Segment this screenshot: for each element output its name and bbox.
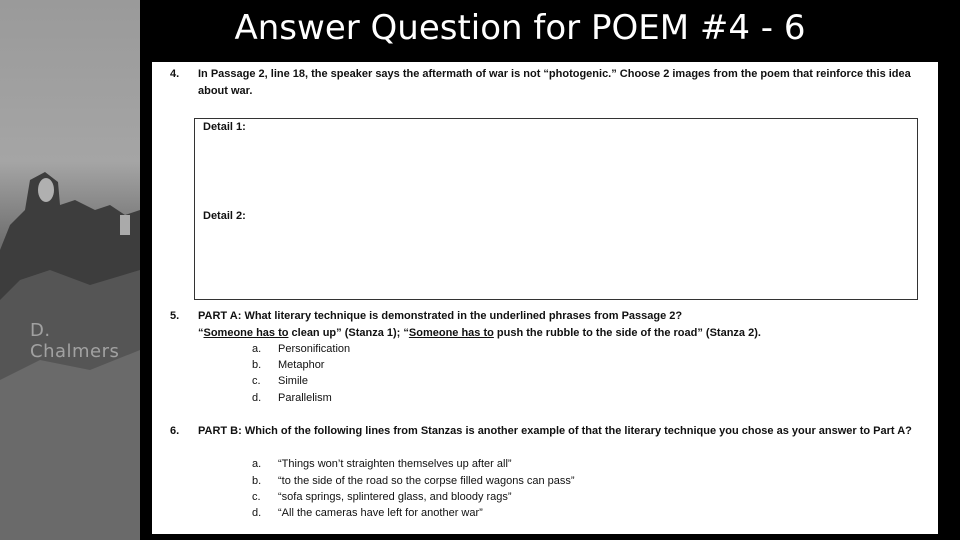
quote-text: clean up” (Stanza 1); “ [288,327,409,339]
option-text: “to the side of the road so the corpse filled wagons can pass” [278,475,575,487]
worksheet-page [152,62,938,534]
option-letter: d. [252,507,262,519]
question-prompt: PART A: What literary technique is demonstrated in the underlined phrases from Passage 2? [198,310,683,322]
background-ruins-photo [0,0,140,540]
option-text: Parallelism [278,392,332,404]
question-number: 6. [170,425,180,437]
quote-text: push the rubble to the side of the road” (Stanza 2). [493,327,761,339]
option-letter: a. [252,458,262,470]
option-text: “Things won’t straighten themselves up after all” [278,458,512,470]
option-text: Personification [278,343,351,355]
option-text: Metaphor [278,359,325,371]
underlined-phrase: Someone has to [408,327,494,339]
option-letter: d. [252,392,262,404]
option-letter: b. [252,359,262,371]
question-number: 4. [170,68,180,80]
question-number: 5. [170,310,180,322]
ruins-illustration [0,0,140,540]
detail-1-label: Detail 1: [203,121,246,133]
option-letter: a. [252,343,262,355]
option-letter: b. [252,475,262,487]
option-text: “sofa springs, splintered glass, and bloody rags” [278,491,512,503]
detail-2-label: Detail 2: [203,210,246,222]
option-letter: c. [252,491,261,503]
question-text: PART B: Which of the following lines from Stanzas is another example of that the literary technique you chose as your answer to Part A? [198,425,912,437]
question-text: In Passage 2, line 18, the speaker says the aftermath of war is not “photogenic.” Choose 2 images from the poem that reinforce this idea about war. [198,68,911,97]
quote-open: “ [198,327,204,339]
watermark-text: D. Chalmers [30,320,120,362]
slide-title: Answer Question for POEM #4 - 6 [234,8,806,48]
answer-box[interactable] [194,118,918,300]
option-text: “All the cameras have left for another war” [278,507,483,519]
underlined-phrase: Someone has to [203,327,289,339]
option-text: Simile [278,375,308,387]
option-letter: c. [252,375,261,387]
